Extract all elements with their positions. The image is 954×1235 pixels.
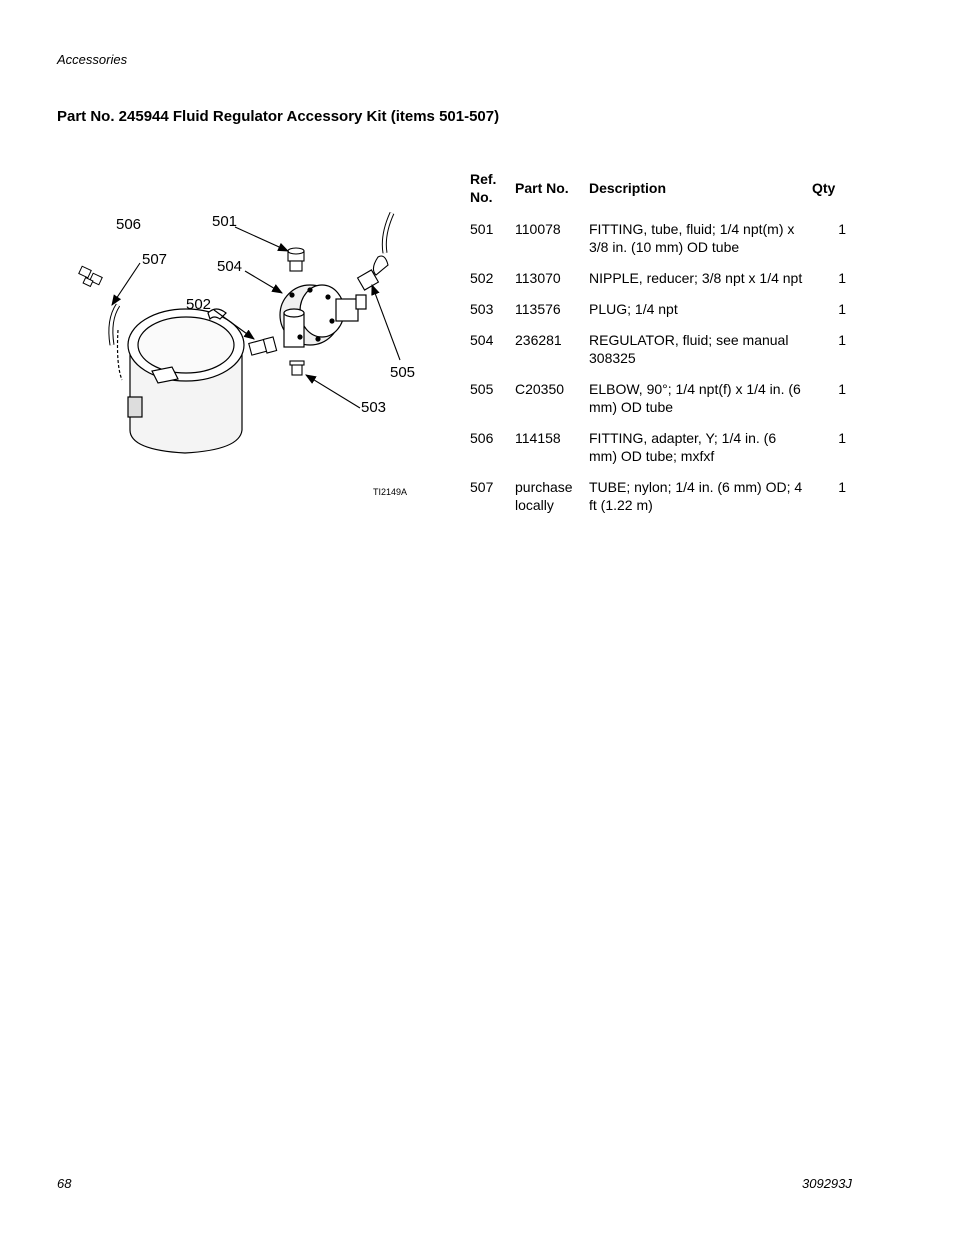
canister (118, 309, 245, 453)
cell-description: TUBE; nylon; 1/4 in. (6 mm) OD; 4 ft (1.22 m) (589, 479, 803, 513)
cell-qty: 1 (838, 332, 846, 348)
callout-503: 503 (361, 399, 387, 416)
cell-qty: 1 (838, 270, 846, 286)
cell-description: FITTING, adapter, Y; 1/4 in. (6 mm) OD tube; mxfxf (589, 430, 777, 464)
reducer-nipple (249, 337, 277, 355)
exploded-view-figure (60, 195, 430, 505)
callout-504: 504 (217, 258, 243, 275)
cell-description: REGULATOR, fluid; see manual 308325 (589, 332, 789, 366)
cell-ref: 504 (470, 332, 494, 348)
cell-part: 114158 (515, 430, 561, 446)
callout-501: 501 (212, 213, 238, 230)
section-header: Accessories (57, 52, 128, 67)
cell-qty: 1 (838, 430, 846, 446)
cell-part: 113070 (515, 270, 561, 286)
cell-part: C20350 (515, 381, 565, 397)
cell-qty: 1 (838, 479, 846, 495)
plug (290, 361, 304, 375)
table-header-row (462, 168, 862, 216)
cell-description: FITTING, tube, fluid; 1/4 npt(m) x 3/8 in. (10 mm) OD tube (589, 221, 795, 255)
cell-ref: 507 (470, 479, 494, 495)
figure-id: TI2149A (373, 487, 408, 497)
elbow-fitting (358, 256, 388, 290)
cell-description: ELBOW, 90°; 1/4 npt(f) x 1/4 in. (6 mm) OD tube (589, 381, 801, 415)
cell-ref: 501 (470, 221, 494, 237)
cell-ref: 506 (470, 430, 494, 446)
cell-part: purchase locally (515, 479, 573, 513)
page-title: Part No. 245944 Fluid Regulator Accessory Kit (items 501-507) (57, 108, 500, 125)
header-qty: Qty (812, 180, 836, 196)
table-row (462, 296, 862, 327)
y-fitting (79, 266, 102, 286)
callout-506: 506 (116, 216, 142, 233)
cell-part: 110078 (515, 221, 561, 237)
cell-part: 236281 (515, 332, 562, 348)
table-row (462, 474, 862, 523)
table-row (462, 265, 862, 296)
cell-description: NIPPLE, reducer; 3/8 npt x 1/4 npt (589, 270, 803, 286)
cell-qty: 1 (838, 381, 846, 397)
tube-fitting (288, 248, 304, 271)
header-description: Description (589, 180, 667, 196)
table-row (462, 376, 862, 425)
header-part-no: Part No. (515, 180, 569, 196)
callout-505: 505 (390, 364, 416, 381)
cell-part: 113576 (515, 301, 561, 317)
cell-qty: 1 (838, 301, 846, 317)
callout-507: 507 (142, 251, 168, 268)
cell-ref: 502 (470, 270, 494, 286)
regulator-body (280, 285, 366, 347)
cell-ref: 503 (470, 301, 494, 317)
cell-qty: 1 (838, 221, 846, 237)
table-row (462, 425, 862, 474)
table-row (462, 216, 862, 265)
cell-ref: 505 (470, 381, 494, 397)
table-row (462, 327, 862, 376)
regulator-kit-drawing (60, 195, 430, 505)
callout-502: 502 (186, 296, 212, 313)
parts-table (462, 168, 862, 523)
footer-document-number: 309293J (802, 1176, 852, 1191)
cell-description: PLUG; 1/4 npt (589, 301, 678, 317)
footer-page-number: 68 (57, 1176, 72, 1191)
header-ref-no: Ref. No. (470, 171, 497, 205)
